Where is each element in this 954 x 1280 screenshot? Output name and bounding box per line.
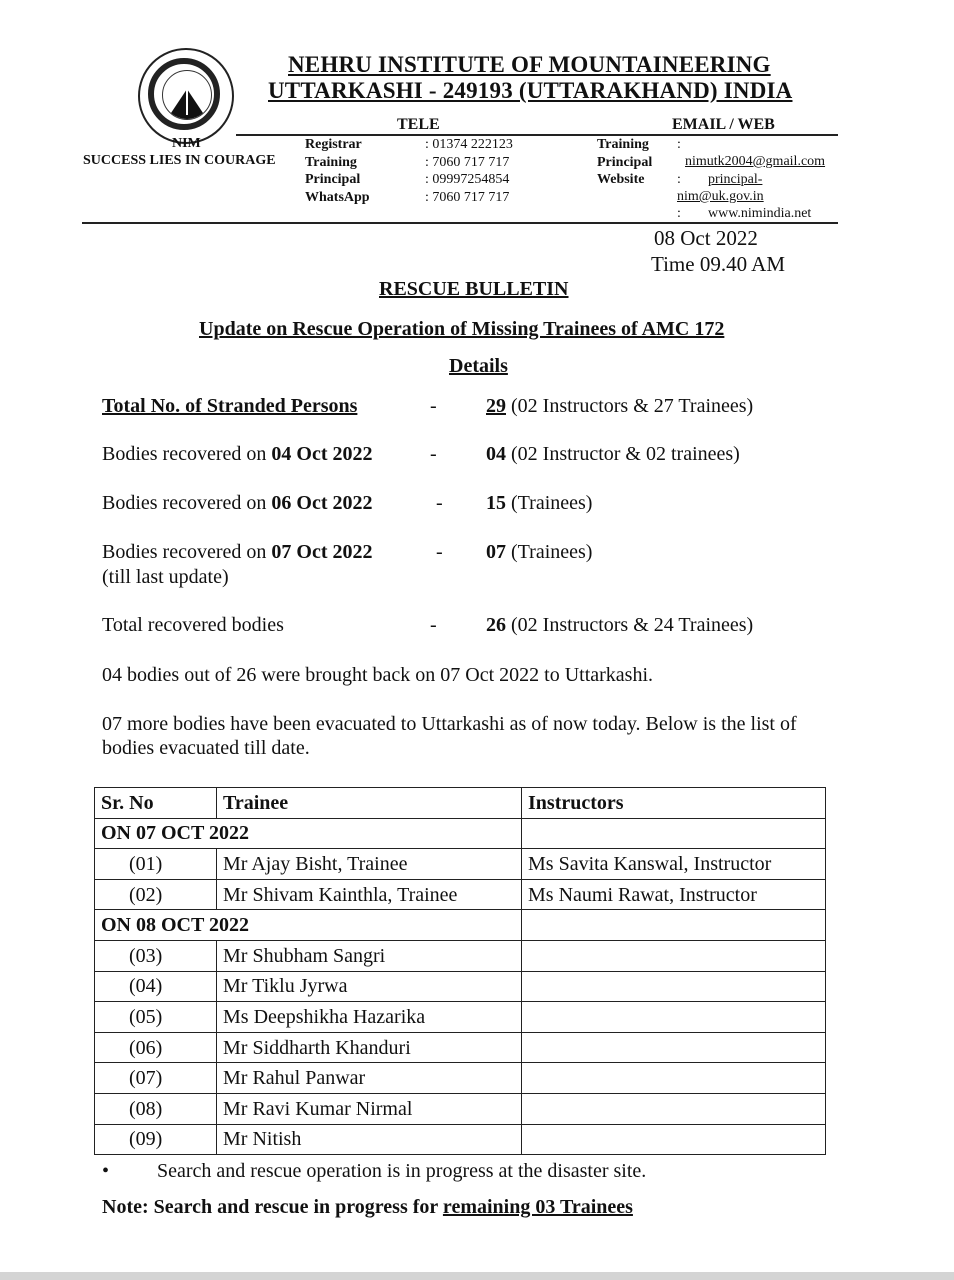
paragraph-brought-back: 04 bodies out of 26 were brought back on 07 Oct 2022 to Uttarkashi. bbox=[102, 664, 654, 686]
trainee-cell: Mr Shubham Sangri bbox=[217, 940, 522, 971]
summary-number: 04 bbox=[486, 443, 506, 465]
tele-label: WhatsApp bbox=[305, 189, 370, 205]
summary-value-stranded bbox=[486, 395, 753, 418]
summary-label-suffix: (till last update) bbox=[102, 566, 229, 588]
instructor-cell bbox=[522, 1124, 826, 1155]
tele-value: : 7060 717 717 bbox=[425, 154, 510, 170]
header-sr-no: Sr. No bbox=[95, 788, 217, 819]
empty-cell bbox=[522, 818, 826, 849]
label-prefix: Bodies recovered on bbox=[102, 541, 272, 563]
tele-values bbox=[425, 136, 513, 206]
summary-detail: (02 Instructors & 27 Trainees) bbox=[506, 395, 754, 417]
label-date: 06 Oct 2022 bbox=[271, 492, 373, 514]
summary-value-total bbox=[486, 614, 753, 637]
instructor-cell bbox=[522, 1032, 826, 1063]
table-row bbox=[95, 940, 826, 971]
summary-value-04oct bbox=[486, 443, 740, 466]
table-row bbox=[95, 1063, 826, 1094]
evacuated-bodies-table bbox=[94, 787, 826, 1155]
bulletin-time: Time 09.40 AM bbox=[651, 252, 786, 276]
principal-email-link-part2[interactable]: nim@uk.gov.in bbox=[677, 189, 764, 204]
nim-logo bbox=[138, 48, 234, 144]
summary-label-total: Total recovered bodies bbox=[102, 614, 284, 636]
summary-label-stranded: Total No. of Stranded Persons bbox=[102, 395, 358, 417]
header-instructors: Instructors bbox=[522, 788, 826, 819]
instructor-cell bbox=[522, 971, 826, 1002]
summary-detail: (Trainees) bbox=[506, 541, 593, 563]
motto: SUCCESS LIES IN COURAGE bbox=[83, 153, 276, 168]
sr-no-cell: (04) bbox=[95, 971, 217, 1002]
instructor-cell bbox=[522, 940, 826, 971]
trainee-cell: Mr Shivam Kainthla, Trainee bbox=[217, 879, 522, 910]
details-heading: Details bbox=[449, 355, 508, 377]
website-link[interactable]: www.nimindia.net bbox=[708, 206, 812, 221]
note-remaining: remaining 03 Trainees bbox=[442, 1196, 633, 1218]
instructor-cell bbox=[522, 1002, 826, 1033]
table-group-row bbox=[95, 818, 826, 849]
summary-label-07oct bbox=[102, 541, 372, 564]
summary-number: 07 bbox=[486, 541, 506, 563]
instructor-cell bbox=[522, 1093, 826, 1124]
tele-value: : 01374 222123 bbox=[425, 137, 513, 152]
bullet-icon: • bbox=[102, 1160, 110, 1182]
table-row bbox=[95, 879, 826, 910]
summary-number: 29 bbox=[486, 395, 506, 417]
principal-email-link-part1[interactable]: principal- bbox=[708, 172, 763, 187]
summary-sep: - bbox=[430, 395, 437, 417]
bullet-text: Search and rescue operation is in progress at the disaster site. bbox=[157, 1160, 647, 1182]
sr-no-cell: (05) bbox=[95, 1002, 217, 1033]
sr-no-cell: (08) bbox=[95, 1093, 217, 1124]
training-email-link[interactable]: nimutk2004@gmail.com bbox=[685, 154, 826, 169]
label-prefix: Bodies recovered on bbox=[102, 443, 272, 465]
label-date: 04 Oct 2022 bbox=[271, 443, 373, 465]
summary-number: 26 bbox=[486, 614, 506, 636]
paragraph-evacuated-line1: 07 more bodies have been evacuated to Uttarkashi as of now today. Below is the list of bbox=[102, 713, 797, 735]
trainee-cell: Ms Deepshikha Hazarika bbox=[217, 1002, 522, 1033]
trainee-cell: Mr Ajay Bisht, Trainee bbox=[217, 849, 522, 880]
colon: : bbox=[677, 206, 681, 221]
institute-name: NEHRU INSTITUTE OF MOUNTAINEERING bbox=[288, 52, 771, 77]
note bbox=[102, 1196, 633, 1219]
institute-address: UTTARKASHI - 249193 (UTTARAKHAND) INDIA bbox=[268, 78, 793, 103]
tele-value: : 09997254854 bbox=[425, 172, 510, 187]
tele-heading: TELE bbox=[397, 116, 440, 133]
trainee-cell: Mr Ravi Kumar Nirmal bbox=[217, 1093, 522, 1124]
bulletin-title: RESCUE BULLETIN bbox=[379, 278, 569, 300]
sr-no-cell: (03) bbox=[95, 940, 217, 971]
summary-label-04oct bbox=[102, 443, 372, 466]
bulletin-date: 08 Oct 2022 bbox=[654, 226, 758, 250]
label-date: 07 Oct 2022 bbox=[271, 541, 373, 563]
instructor-cell: Ms Savita Kanswal, Instructor bbox=[522, 849, 826, 880]
label-prefix: Bodies recovered on bbox=[102, 492, 272, 514]
summary-sep: - bbox=[430, 443, 437, 465]
instructor-cell bbox=[522, 1063, 826, 1094]
empty-cell bbox=[522, 910, 826, 941]
email-heading: EMAIL / WEB bbox=[672, 116, 775, 133]
table-header-row bbox=[95, 788, 826, 819]
sr-no-cell: (07) bbox=[95, 1063, 217, 1094]
email-label: Principal bbox=[597, 154, 653, 170]
email-label: Website bbox=[597, 172, 645, 187]
colon: : bbox=[677, 172, 681, 187]
mountain-icon bbox=[162, 70, 212, 120]
group-label: ON 08 OCT 2022 bbox=[95, 910, 522, 941]
table-row bbox=[95, 1032, 826, 1063]
tele-label: Registrar bbox=[305, 137, 362, 152]
sr-no-cell: (06) bbox=[95, 1032, 217, 1063]
sr-no-cell: (09) bbox=[95, 1124, 217, 1155]
summary-sep: - bbox=[436, 541, 443, 563]
tele-value: : 7060 717 717 bbox=[425, 189, 510, 205]
trainee-cell: Mr Tiklu Jyrwa bbox=[217, 971, 522, 1002]
email-label: Training bbox=[597, 137, 649, 152]
viewer-bottom-bar bbox=[0, 1272, 954, 1280]
summary-number: 15 bbox=[486, 492, 506, 514]
logo-label: NIM bbox=[172, 136, 201, 151]
summary-detail: (Trainees) bbox=[506, 492, 593, 514]
header-rule-bottom bbox=[82, 222, 838, 224]
table-row bbox=[95, 1002, 826, 1033]
trainee-cell: Mr Rahul Panwar bbox=[217, 1063, 522, 1094]
sr-no-cell: (02) bbox=[95, 879, 217, 910]
table-row bbox=[95, 971, 826, 1002]
tele-label: Principal bbox=[305, 172, 361, 187]
summary-label-06oct bbox=[102, 492, 372, 515]
paragraph-evacuated-line2: bodies evacuated till date. bbox=[102, 737, 310, 759]
table-row bbox=[95, 1093, 826, 1124]
email-labels bbox=[597, 136, 652, 189]
bulletin-subtitle: Update on Rescue Operation of Missing Trainees of AMC 172 bbox=[199, 318, 725, 340]
group-label: ON 07 OCT 2022 bbox=[95, 818, 522, 849]
summary-detail: (02 Instructor & 02 trainees) bbox=[506, 443, 740, 465]
trainee-cell: Mr Siddharth Khanduri bbox=[217, 1032, 522, 1063]
table-group-row bbox=[95, 910, 826, 941]
summary-sep: - bbox=[430, 614, 437, 636]
note-prefix: Note: Search and rescue in progress for bbox=[102, 1196, 443, 1218]
table-row bbox=[95, 849, 826, 880]
sr-no-cell: (01) bbox=[95, 849, 217, 880]
summary-value-07oct bbox=[486, 541, 592, 564]
trainee-cell: Mr Nitish bbox=[217, 1124, 522, 1155]
colon: : bbox=[677, 137, 681, 152]
header-trainee: Trainee bbox=[217, 788, 522, 819]
tele-label: Training bbox=[305, 154, 357, 170]
tele-labels bbox=[305, 136, 370, 206]
table-row bbox=[95, 1124, 826, 1155]
summary-value-06oct bbox=[486, 492, 592, 515]
instructor-cell: Ms Naumi Rawat, Instructor bbox=[522, 879, 826, 910]
summary-detail: (02 Instructors & 24 Trainees) bbox=[506, 614, 754, 636]
summary-sep: - bbox=[436, 492, 443, 514]
